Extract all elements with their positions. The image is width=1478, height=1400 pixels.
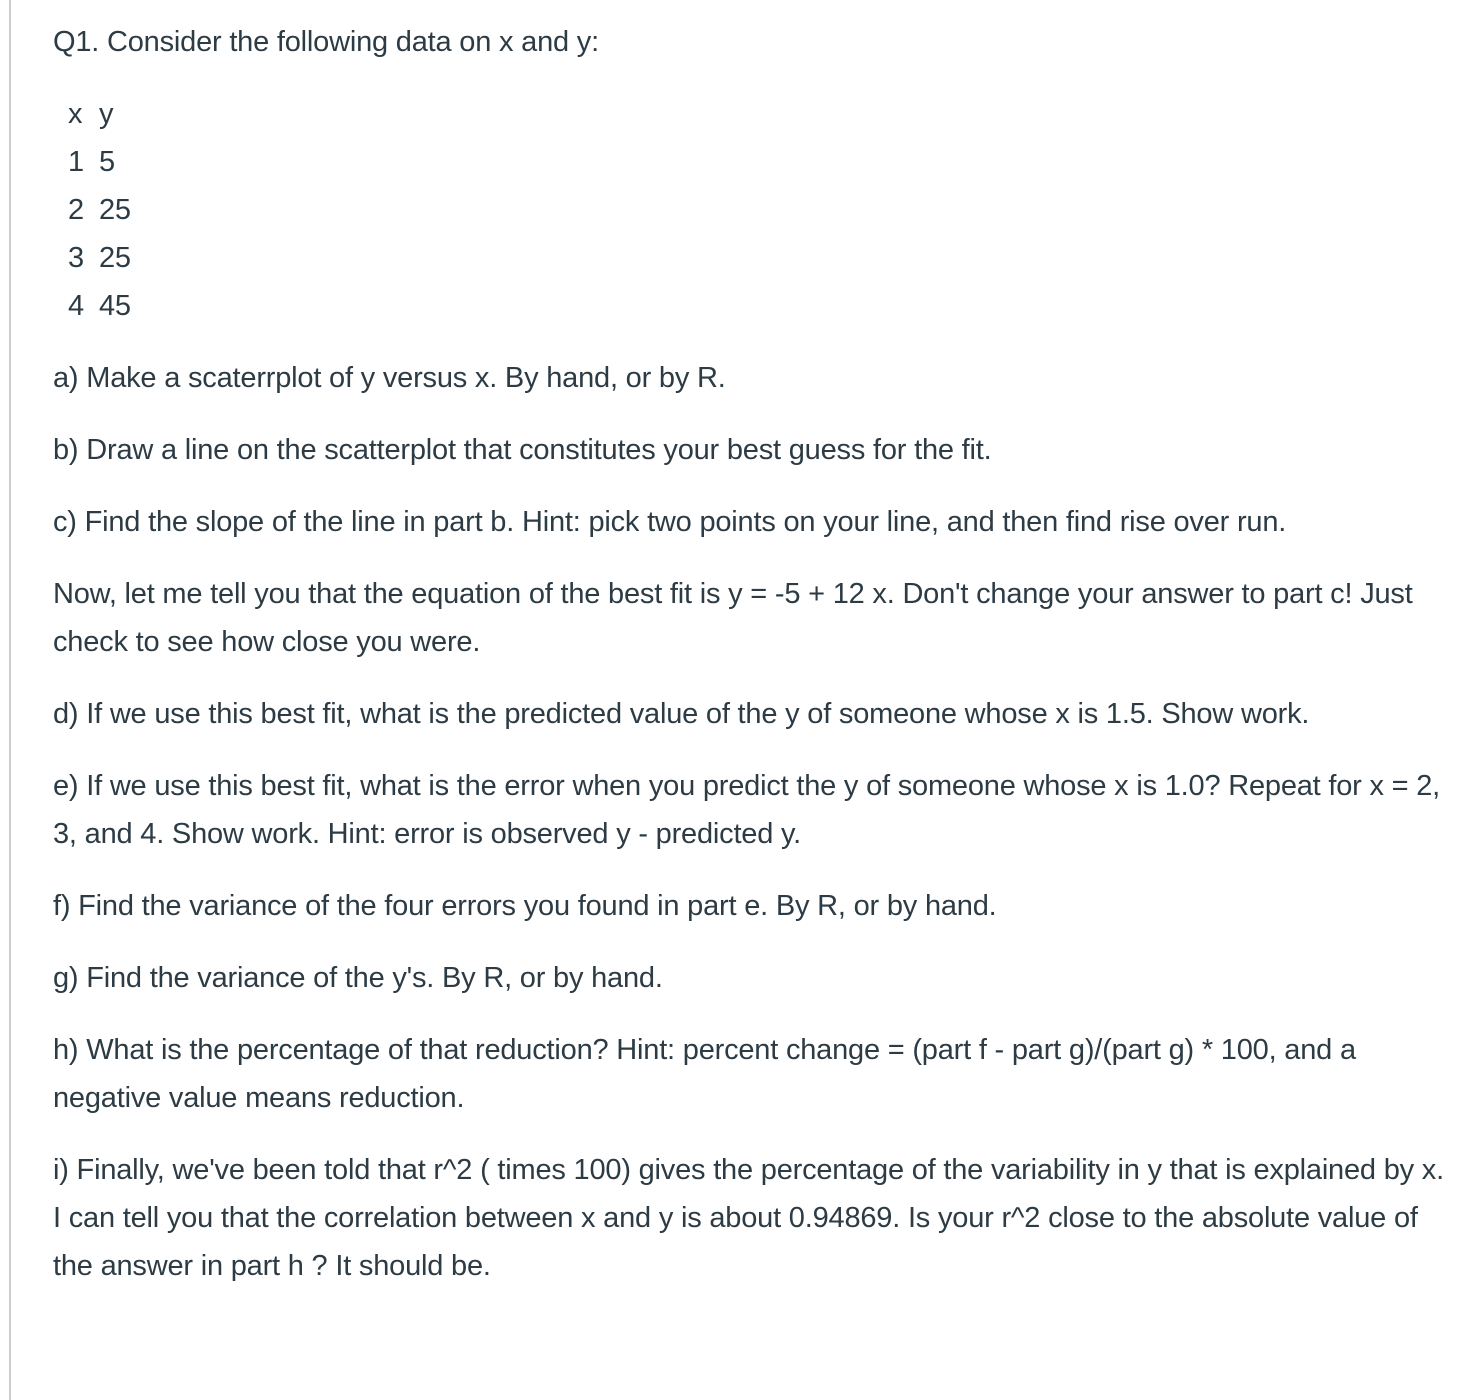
table-cell-x: 4 <box>68 290 84 322</box>
table-cell-x: 1 <box>68 146 84 178</box>
table-header-y: y <box>98 98 114 130</box>
question-title: Q1. Consider the following data on x and y: <box>53 26 599 58</box>
part-a: a) Make a scaterrplot of y versus x. By hand, or by R. <box>53 362 726 394</box>
table-row <box>68 138 146 186</box>
part-h: h) What is the percentage of that reduction? Hint: percent change = (part f - part g)/(part g) * 100, and a negative value means reduction. <box>53 1034 1356 1114</box>
table-cell-y: 25 <box>98 194 131 226</box>
data-table <box>68 90 146 330</box>
part-c: c) Find the slope of the line in part b. Hint: pick two points on your line, and then find rise over run. <box>53 506 1287 538</box>
question-content <box>53 18 1453 1314</box>
table-cell-x: 2 <box>68 194 84 226</box>
part-f: f) Find the variance of the four errors you found in part e. By R, or by hand. <box>53 890 997 922</box>
table-header-x: x <box>68 98 83 130</box>
part-e: e) If we use this best fit, what is the error when you predict the y of someone whose x is 1.0? Repeat for x = 2, 3, and 4. Show work. Hint: error is observed y - predicted y. <box>53 770 1441 850</box>
table-header-row <box>68 90 146 138</box>
table-row <box>68 282 146 330</box>
part-d: d) If we use this best fit, what is the predicted value of the y of someone whose x is 1.5. Show work. <box>53 698 1310 730</box>
part-i: i) Finally, we've been told that r^2 ( times 100) gives the percentage of the variability in y that is explained by x. I can tell you that the correlation between x and y is about 0.94869. Is your r^2 close to the absolute value of the answer in part h ? It should be. <box>53 1154 1444 1282</box>
part-g: g) Find the variance of the y's. By R, or by hand. <box>53 962 663 994</box>
part-b: b) Draw a line on the scatterplot that constitutes your best guess for the fit. <box>53 434 992 466</box>
best-fit-note: Now, let me tell you that the equation of the best fit is y = -5 + 12 x. Don't change your answer to part c! Just check to see how close you were. <box>53 578 1413 658</box>
table-cell-y: 25 <box>98 242 131 274</box>
table-cell-x: 3 <box>68 242 84 274</box>
table-row <box>68 186 146 234</box>
table-cell-y: 5 <box>98 146 115 178</box>
content-left-border <box>9 0 11 1400</box>
table-cell-y: 45 <box>98 290 131 322</box>
table-row <box>68 234 146 282</box>
